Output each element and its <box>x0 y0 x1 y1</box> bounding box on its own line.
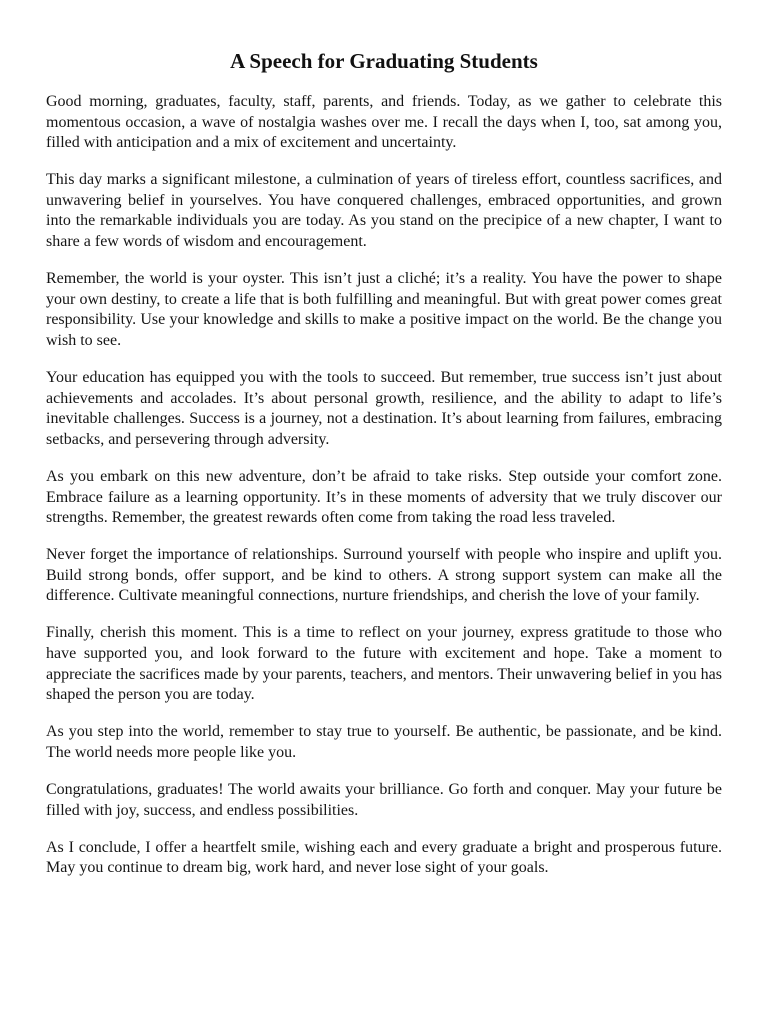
paragraph-education: Your education has equipped you with the tools to succeed. But remember, true success isn’t just about achievements and accolades. It’s about personal growth, resilience, and the ability to adapt to life’s inevitable challenges. Success is a journey, not a destination. It’s about learning from failures, embracing setbacks, and persevering through adversity. <box>46 369 722 448</box>
paragraph-world-oyster: Remember, the world is your oyster. This isn’t just a cliché; it’s a reality. You have the power to shape your own destiny, to create a life that is both fulfilling and meaningful. But with great power comes great responsibility. Use your knowledge and skills to make a positive impact on the world. Be the change you wish to see. <box>46 270 722 349</box>
paragraph-stay-true: As you step into the world, remember to stay true to yourself. Be authentic, be passionate, and be kind. The world needs more people like you. <box>46 723 722 761</box>
document-title: A Speech for Graduating Students <box>230 49 538 73</box>
paragraph-take-risks: As you embark on this new adventure, don’t be afraid to take risks. Step outside your comfort zone. Embrace failure as a learning opportunity. It’s in these moments of adversity that we truly discover our strengths. Remember, the greatest rewards often come from taking the road less traveled. <box>46 467 722 527</box>
paragraph-greeting: Good morning, graduates, faculty, staff, parents, and friends. Today, as we gather to celebrate this momentous occasion, a wave of nostalgia washes over me. I recall the days when I, too, sat among you, filled with anticipation and a mix of excitement and uncertainty. <box>46 93 722 152</box>
paragraph-conclusion: As I conclude, I offer a heartfelt smile, wishing each and every graduate a bright and prosperous future. May you continue to dream big, work hard, and never lose sight of your goals. <box>46 838 722 877</box>
paragraph-cherish-moment: Finally, cherish this moment. This is a time to reflect on your journey, express gratitude to those who have supported you, and look forward to the future with excitement and hope. Take a moment to appreciate the sacrifices made by your parents, teachers, and mentors. Their unwavering belief in you has shaped the person you are today. <box>46 624 722 704</box>
paragraph-congratulations: Congratulations, graduates! The world awaits your brilliance. Go forth and conquer. May your future be filled with joy, success, and endless possibilities. <box>46 781 722 819</box>
paragraph-relationships: Never forget the importance of relationships. Surround yourself with people who inspire and uplift you. Build strong bonds, offer support, and be kind to others. A strong support system can make all the difference. Cultivate meaningful connections, nurture friendships, and cherish the love of your family. <box>46 546 722 605</box>
paragraph-milestone: This day marks a significant milestone, a culmination of years of tireless effort, countless sacrifices, and unwavering belief in yourselves. You have conquered challenges, embraced opportunities, and grown into the remarkable individuals you are today. As you stand on the precipice of a new chapter, I want to share a few words of wisdom and encouragement. <box>46 171 722 251</box>
